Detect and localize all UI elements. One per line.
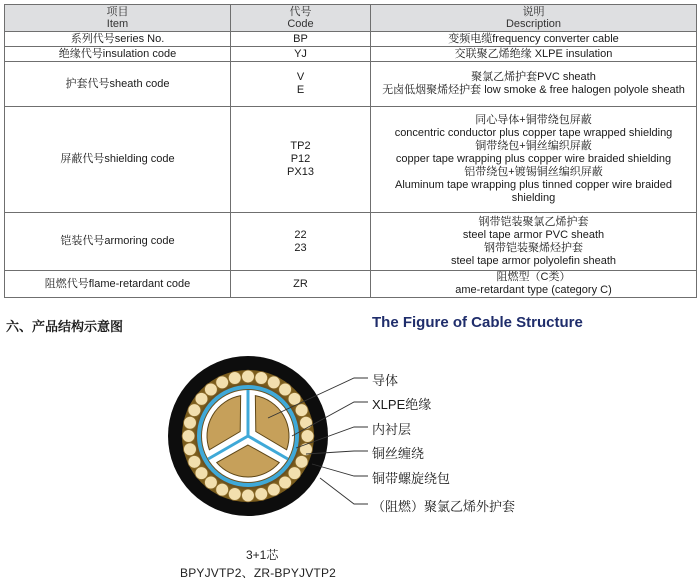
copper-wire-strand — [182, 430, 195, 443]
description-line: ame-retardant type (category C) — [455, 284, 612, 296]
copper-wire-strand — [242, 489, 255, 502]
copper-wire-strand — [228, 488, 241, 501]
copper-wire-strand — [195, 393, 208, 406]
callout-label: 铜丝缠绕 — [372, 446, 425, 461]
item-cell: 铠装代号armoring code — [5, 213, 231, 271]
code-value: YJ — [294, 47, 307, 60]
copper-wire-strand — [255, 488, 268, 501]
header-code-cn: 代号 — [289, 6, 312, 18]
description-line: 钢带铠装聚烯烃护套 — [484, 241, 583, 254]
caption-models: BPYJVTP2、ZR-BPYJVTP2 — [180, 566, 337, 580]
copper-wire-strand — [301, 430, 314, 443]
item-cell: 绝缘代号insulation code — [5, 47, 231, 62]
table-row — [5, 62, 697, 107]
callout-label: XLPE绝缘 — [372, 397, 432, 412]
copper-wire-strand — [288, 467, 301, 480]
header-code-en: Code — [287, 18, 314, 30]
copper-wire-strand — [242, 370, 255, 383]
description-cell — [371, 32, 697, 47]
code-value: 22 — [294, 228, 307, 241]
copper-wire-strand — [216, 483, 229, 496]
section-title-cn: 六、产品结构示意图 — [6, 319, 124, 334]
copper-wire-strand — [195, 467, 208, 480]
callout-label: 内衬层 — [372, 422, 412, 437]
copper-wire-strand — [216, 376, 229, 389]
item-cell: 屏蔽代号shielding code — [5, 107, 231, 213]
description-cell — [371, 213, 697, 271]
copper-wire-strand — [300, 416, 313, 429]
code-value: E — [296, 84, 305, 96]
header-item-cn: 项目 — [106, 6, 129, 18]
description-line: steel tape armor polyolefin sheath — [450, 254, 617, 267]
code-value: 23 — [294, 241, 307, 254]
code-cell — [231, 213, 371, 271]
table-row — [5, 213, 697, 271]
copper-wire-strand — [255, 372, 268, 385]
callout-label: （阻燃）聚氯乙烯外护套 — [372, 499, 516, 514]
header-description-cn: 说明 — [522, 6, 545, 18]
description-line: 阻燃型（C类） — [496, 271, 571, 283]
description-line: 聚氯乙烯护套PVC sheath — [471, 71, 596, 83]
table-row — [5, 32, 697, 47]
copper-wire-strand — [295, 455, 308, 468]
header-description-en: Description — [505, 18, 562, 30]
description-line: 铜带绕包+铜丝编织屏蔽 — [475, 140, 592, 152]
description-line: 交联聚乙烯绝缘 XLPE insulation — [454, 47, 613, 60]
copper-wire-strand — [267, 483, 280, 496]
copper-wire-strand — [267, 376, 280, 389]
code-cell — [231, 107, 371, 213]
code-value: V — [296, 71, 305, 83]
copper-wire-strand — [184, 443, 197, 456]
copper-wire-strand — [205, 476, 218, 489]
table-row — [5, 107, 697, 213]
code-cell — [231, 271, 371, 298]
copper-wire-strand — [188, 404, 201, 417]
description-line: 无卤低烟聚烯烃护套 low smoke & free halogen polyole sheath — [382, 84, 685, 96]
code-cell — [231, 47, 371, 62]
code-cell — [231, 62, 371, 107]
table-row — [5, 47, 697, 62]
caption-cores: 3+1芯 — [246, 548, 279, 562]
description-line: 铝带绕包+镀锡铜丝编织屏蔽 — [464, 166, 603, 178]
code-value: TP2 — [290, 140, 311, 152]
header-item-en: Item — [106, 18, 129, 30]
item-cell: 阻燃代号flame-retardant code — [5, 271, 231, 298]
copper-wire-strand — [188, 455, 201, 468]
leader-line — [320, 478, 368, 504]
description-cell — [371, 107, 697, 213]
copper-wire-strand — [228, 372, 241, 385]
code-value: ZR — [293, 277, 308, 290]
table-header-row — [5, 5, 697, 32]
callout-label: 导体 — [372, 373, 399, 388]
code-value: P12 — [290, 153, 311, 165]
item-cell: 护套代号sheath code — [5, 62, 231, 107]
description-line: 同心导体+铜带绕包屏蔽 — [475, 114, 592, 126]
copper-wire-strand — [279, 383, 292, 396]
table-row — [5, 271, 697, 298]
code-value: BP — [293, 32, 308, 45]
description-line: Aluminum tape wrapping plus tinned copper wire braided shielding — [395, 179, 672, 204]
description-cell — [371, 47, 697, 62]
header-code — [231, 5, 371, 32]
copper-wire-strand — [279, 476, 292, 489]
code-cell — [231, 32, 371, 47]
header-description — [371, 5, 697, 32]
callout-label: 铜带螺旋绕包 — [372, 471, 451, 486]
description-cell — [371, 62, 697, 107]
copper-wire-strand — [295, 404, 308, 417]
copper-wire-strand — [205, 383, 218, 396]
description-cell — [371, 271, 697, 298]
description-line: copper tape wrapping plus copper wire braided shielding — [395, 153, 672, 165]
description-line: steel tape armor PVC sheath — [462, 228, 605, 241]
conductor-sectors — [202, 390, 294, 482]
spec-table — [4, 4, 697, 298]
item-cell: 系列代号series No. — [5, 32, 231, 47]
section-title-en: The Figure of Cable Structure — [372, 314, 583, 331]
description-line: 钢带铠装聚氯乙烯护套 — [478, 215, 589, 228]
description-line: 变频电缆frequency converter cable — [448, 32, 619, 45]
description-line: concentric conductor plus copper tape wrapped shielding — [394, 127, 673, 139]
copper-wire-strand — [184, 416, 197, 429]
code-value: PX13 — [287, 166, 314, 178]
header-item — [5, 5, 231, 32]
